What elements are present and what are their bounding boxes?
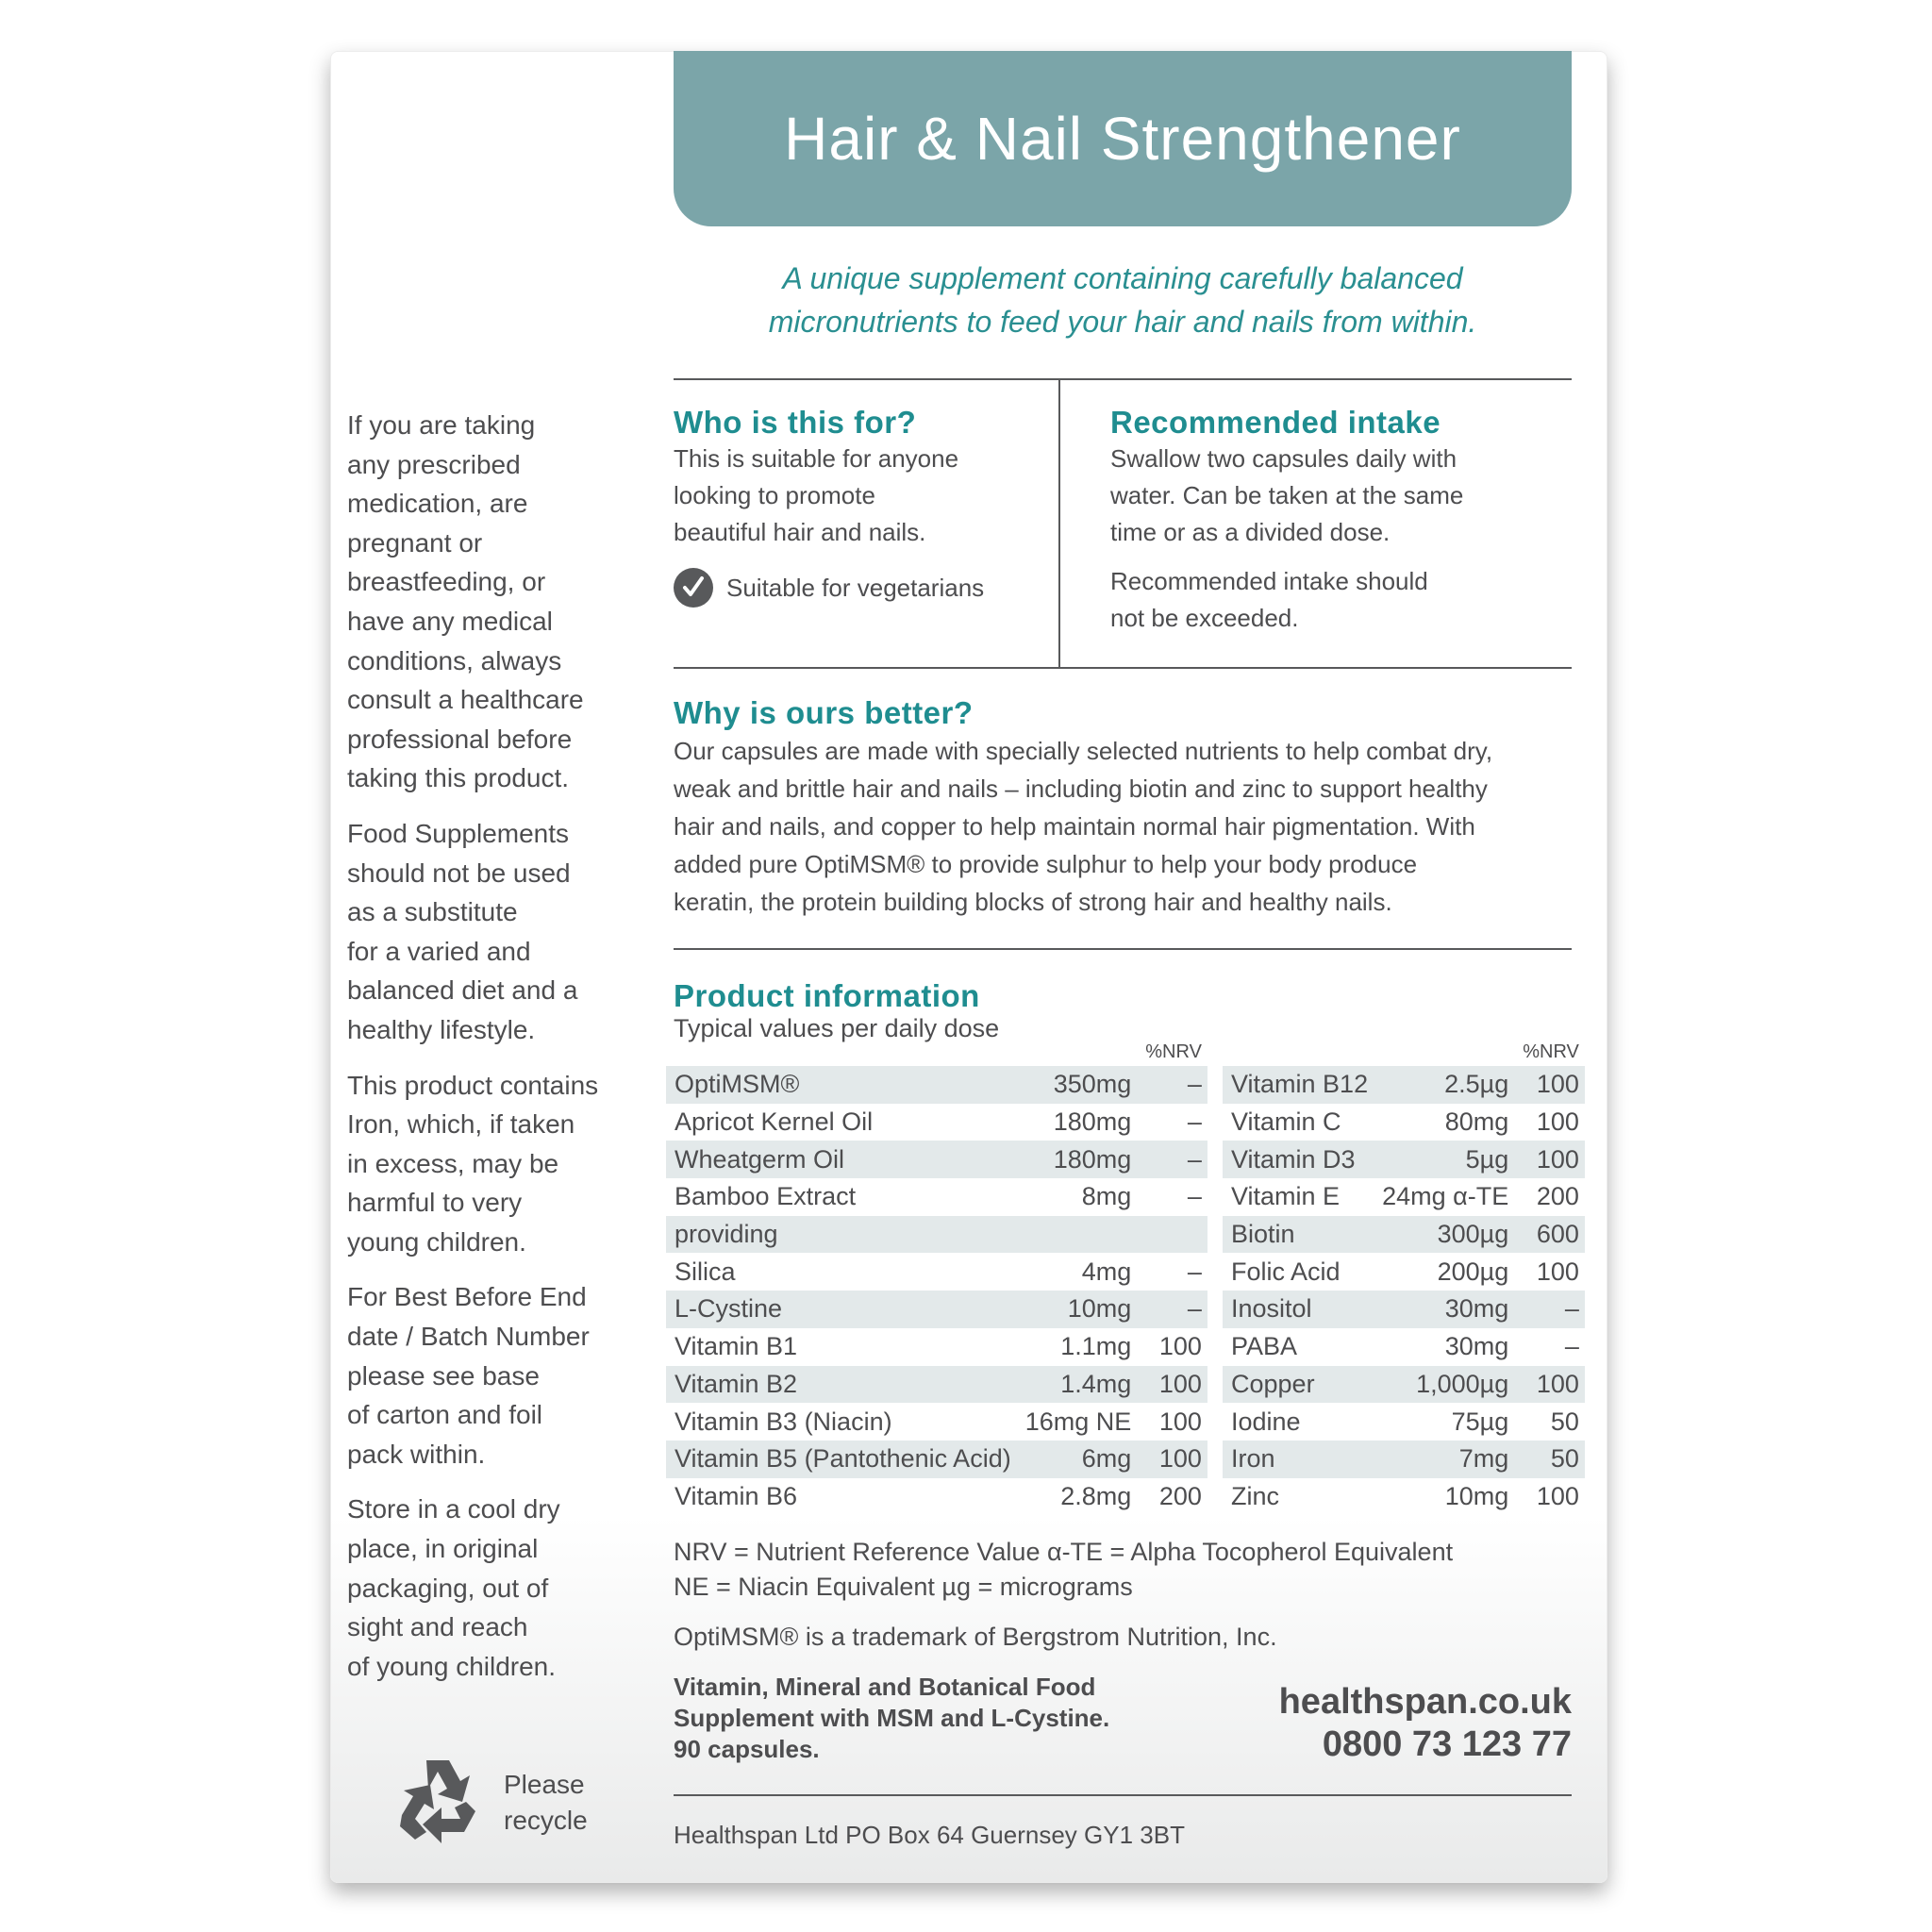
intake-warning: Recommended intake should: [1110, 567, 1428, 595]
nutrient-row: [1223, 1478, 1585, 1516]
intake-line: time or as a divided dose.: [1110, 518, 1391, 546]
nutrient-row: [666, 1478, 1208, 1516]
vegetarian-label: Suitable for vegetarians: [726, 573, 985, 602]
nutrient-row: [666, 1403, 1208, 1441]
title-banner: [674, 51, 1572, 226]
side-note: Store in a cool dry place, in original packaging, out of sight and reach of young children.: [347, 1494, 560, 1681]
nutrient-nrv: 100: [1536, 1108, 1579, 1137]
nutrient-amount: 16mg NE: [1024, 1407, 1132, 1436]
nutrient-amount: 10mg: [1444, 1481, 1509, 1510]
nutrient-row: [1223, 1066, 1585, 1104]
nutrient-name: Vitamin B3 (Niacin): [675, 1407, 892, 1436]
nutrient-row: [666, 1441, 1208, 1478]
better-line: hair and nails, and copper to help maintain normal hair pigmentation. With: [674, 812, 1475, 841]
nutrient-row: [666, 1216, 1208, 1254]
nutrient-row: [1223, 1441, 1585, 1478]
nutrient-amount: 1.4mg: [1017, 1366, 1138, 1404]
recycle-label: Please recycle: [504, 1770, 588, 1835]
nutrient-name: Iodine: [1231, 1407, 1301, 1436]
nutrient-name: Copper: [1223, 1366, 1374, 1404]
intake-line: water. Can be taken at the same: [1110, 481, 1464, 509]
nutrient-name: Apricot Kernel Oil: [675, 1108, 874, 1137]
nutrient-row: [1223, 1328, 1585, 1366]
nutrient-row: [666, 1253, 1208, 1291]
nrv-header: %NRV: [1145, 1041, 1202, 1062]
nutrient-name: Vitamin B6: [675, 1481, 798, 1510]
divider: [674, 667, 1572, 669]
intake-line: Swallow two capsules daily with: [1110, 444, 1457, 473]
nutrient-name: Biotin: [1223, 1216, 1374, 1254]
nutrient-name: Iron: [1223, 1441, 1374, 1478]
nutrient-amount: 1,000µg: [1374, 1366, 1514, 1404]
nutrient-row: [666, 1291, 1208, 1328]
nutrient-row: [1223, 1104, 1585, 1141]
product-description: Vitamin, Mineral and Botanical Food Supplement with MSM and L-Cystine. 90 capsules.: [674, 1673, 1110, 1763]
side-note: If you are taking any prescribed medication, are pregnant or breastfeeding, or have any medical conditions, always consult a healthcare professional before taking this product.: [347, 410, 584, 793]
nutrient-nrv: 100: [1514, 1366, 1585, 1404]
website-link[interactable]: healthspan.co.uk: [1278, 1682, 1572, 1722]
company-address: Healthspan Ltd PO Box 64 Guernsey GY1 3BT: [674, 1821, 1185, 1849]
nutrient-name: L-Cystine: [666, 1291, 1017, 1328]
nutrient-nrv: 200: [1158, 1481, 1202, 1510]
nutrient-table-left: [666, 1038, 1208, 1515]
nutrient-name: PABA: [1231, 1332, 1298, 1361]
divider: [674, 378, 1572, 380]
nutrient-name: providing: [666, 1216, 1017, 1254]
nutrient-amount: 200µg: [1437, 1257, 1509, 1286]
intake-warning: not be exceeded.: [1110, 604, 1299, 632]
product-title: Hair & Nail Strengthener: [784, 105, 1461, 173]
nutrient-row: [666, 1141, 1208, 1178]
better-line: keratin, the protein building blocks of strong hair and healthy nails.: [674, 888, 1392, 916]
nutrient-amount: 4mg: [1081, 1257, 1132, 1286]
nutrient-name: Folic Acid: [1231, 1257, 1341, 1286]
who-line: looking to promote: [674, 481, 875, 509]
nutrient-name: Zinc: [1231, 1481, 1280, 1510]
nutrient-nrv: 100: [1536, 1257, 1579, 1286]
nutrient-nrv: –: [1514, 1291, 1585, 1328]
nutrient-amount: 8mg: [1081, 1182, 1132, 1211]
nutrient-name: Vitamin B1: [675, 1332, 798, 1361]
nutrient-name: Wheatgerm Oil: [666, 1141, 1017, 1178]
nutrient-row: [1223, 1216, 1585, 1254]
nutrient-nrv: –: [1137, 1066, 1208, 1104]
vegetarian-badge: [674, 568, 1051, 608]
better-line: added pure OptiMSM® to provide sulphur to help your body produce: [674, 850, 1418, 878]
divider: [674, 948, 1572, 950]
nutrient-nrv: –: [1137, 1291, 1208, 1328]
nutrient-amount: 5µg: [1374, 1141, 1514, 1178]
nutrient-name: Silica: [675, 1257, 736, 1286]
intake-heading: Recommended intake: [1110, 405, 1441, 440]
side-notes: [347, 406, 649, 1702]
nutrient-nrv: [1137, 1216, 1208, 1254]
nutrient-nrv: –: [1564, 1332, 1579, 1361]
nutrient-row: [1223, 1291, 1585, 1328]
nutrient-row: [1223, 1403, 1585, 1441]
divider: [674, 1794, 1572, 1796]
nutrient-amount: 80mg: [1444, 1108, 1509, 1137]
nutrient-row: [666, 1328, 1208, 1366]
nutrient-row: [666, 1104, 1208, 1141]
nutrient-nrv: 100: [1536, 1481, 1579, 1510]
nutrient-nrv: 50: [1514, 1441, 1585, 1478]
tagline: A unique supplement containing carefully balanced micronutrients to feed your hair and nails from within.: [768, 261, 1477, 339]
nutrient-nrv: –: [1137, 1141, 1208, 1178]
nutrient-row: [1223, 1253, 1585, 1291]
better-section: [674, 694, 1579, 921]
checkmark-icon: [674, 568, 713, 608]
nutrient-name: Vitamin E: [1231, 1182, 1341, 1211]
nutrient-nrv: 100: [1158, 1407, 1202, 1436]
nutrient-amount: 2.5µg: [1374, 1066, 1514, 1104]
better-heading: Why is ours better?: [674, 695, 974, 730]
nutrient-amount: 350mg: [1017, 1066, 1138, 1104]
nutrient-row: [666, 1366, 1208, 1404]
info-header: [674, 977, 999, 1042]
phone-number: 0800 73 123 77: [1322, 1724, 1572, 1764]
better-line: Our capsules are made with specially selected nutrients to help combat dry,: [674, 737, 1493, 765]
who-line: This is suitable for anyone: [674, 444, 959, 473]
side-note: Food Supplements should not be used as a substitute for a varied and balanced diet and a healthy lifestyle.: [347, 818, 578, 1044]
who-line: beautiful hair and nails.: [674, 518, 926, 546]
nutrient-name: Vitamin B2: [666, 1366, 1017, 1404]
nutrient-name: Vitamin B12: [1223, 1066, 1374, 1104]
nutrient-amount: 24mg α-TE: [1382, 1182, 1509, 1211]
nutrient-nrv: –: [1187, 1182, 1202, 1211]
nutrient-nrv: 100: [1514, 1066, 1585, 1104]
nutrient-amount: [1017, 1216, 1138, 1254]
nutrient-name: Vitamin C: [1231, 1108, 1341, 1137]
info-subheading: Typical values per daily dose: [674, 1014, 1000, 1042]
nutrient-name: Inositol: [1223, 1291, 1374, 1328]
recycle-icon: [391, 1753, 485, 1847]
nutrient-nrv: 100: [1158, 1332, 1202, 1361]
nutrient-row: [666, 1178, 1208, 1216]
nutrient-amount: 180mg: [1017, 1141, 1138, 1178]
nutrient-nrv: 600: [1514, 1216, 1585, 1254]
nutrient-amount: 30mg: [1374, 1291, 1514, 1328]
side-note: This product contains Iron, which, if taken in excess, may be harmful to very young children.: [347, 1070, 599, 1257]
nutrient-amount: 2.8mg: [1060, 1481, 1132, 1510]
divider-vertical: [1058, 379, 1060, 668]
side-note: For Best Before End date / Batch Number please see base of carton and foil pack within.: [347, 1282, 590, 1469]
nutrient-nrv: 100: [1137, 1366, 1208, 1404]
abbreviation-notes: NRV = Nutrient Reference Value α-TE = Alpha Tocopherol Equivalent NE = Niacin Equivalent µg = micrograms: [674, 1538, 1454, 1601]
nutrient-row: [1223, 1141, 1585, 1178]
nutrient-name: OptiMSM®: [666, 1066, 1017, 1104]
nutrient-nrv: –: [1187, 1257, 1202, 1286]
nutrient-amount: 300µg: [1374, 1216, 1514, 1254]
nutrient-amount: 180mg: [1053, 1108, 1132, 1137]
better-line: weak and brittle hair and nails – including biotin and zinc to support healthy: [674, 774, 1488, 803]
nutrient-row: [1223, 1178, 1585, 1216]
nutrient-amount: 75µg: [1451, 1407, 1509, 1436]
nutrient-nrv: 100: [1514, 1141, 1585, 1178]
who-section: [674, 404, 1051, 608]
nutrient-nrv: –: [1187, 1108, 1202, 1137]
nutrient-amount: 6mg: [1017, 1441, 1138, 1478]
trademark-note: OptiMSM® is a trademark of Bergstrom Nutrition, Inc.: [674, 1623, 1277, 1651]
nutrient-amount: 30mg: [1444, 1332, 1509, 1361]
nutrient-amount: 10mg: [1017, 1291, 1138, 1328]
nutrient-row: [1223, 1366, 1585, 1404]
who-heading: Who is this for?: [674, 405, 917, 440]
nutrient-name: Bamboo Extract: [675, 1182, 857, 1211]
nutrient-name: Vitamin B5 (Pantothenic Acid): [666, 1441, 1017, 1478]
nutrient-amount: 7mg: [1374, 1441, 1514, 1478]
intake-section: [1110, 404, 1563, 637]
nutrient-amount: 1.1mg: [1060, 1332, 1132, 1361]
nutrient-row: [666, 1066, 1208, 1104]
nutrient-nrv: 200: [1536, 1182, 1579, 1211]
info-heading: Product information: [674, 978, 980, 1013]
nutrient-name: Vitamin D3: [1223, 1141, 1374, 1178]
nrv-header: %NRV: [1523, 1041, 1579, 1062]
contact-info: [1179, 1681, 1572, 1766]
nutrient-nrv: 100: [1137, 1441, 1208, 1478]
nutrient-nrv: 50: [1550, 1407, 1579, 1436]
nutrient-table-right: [1223, 1038, 1585, 1515]
